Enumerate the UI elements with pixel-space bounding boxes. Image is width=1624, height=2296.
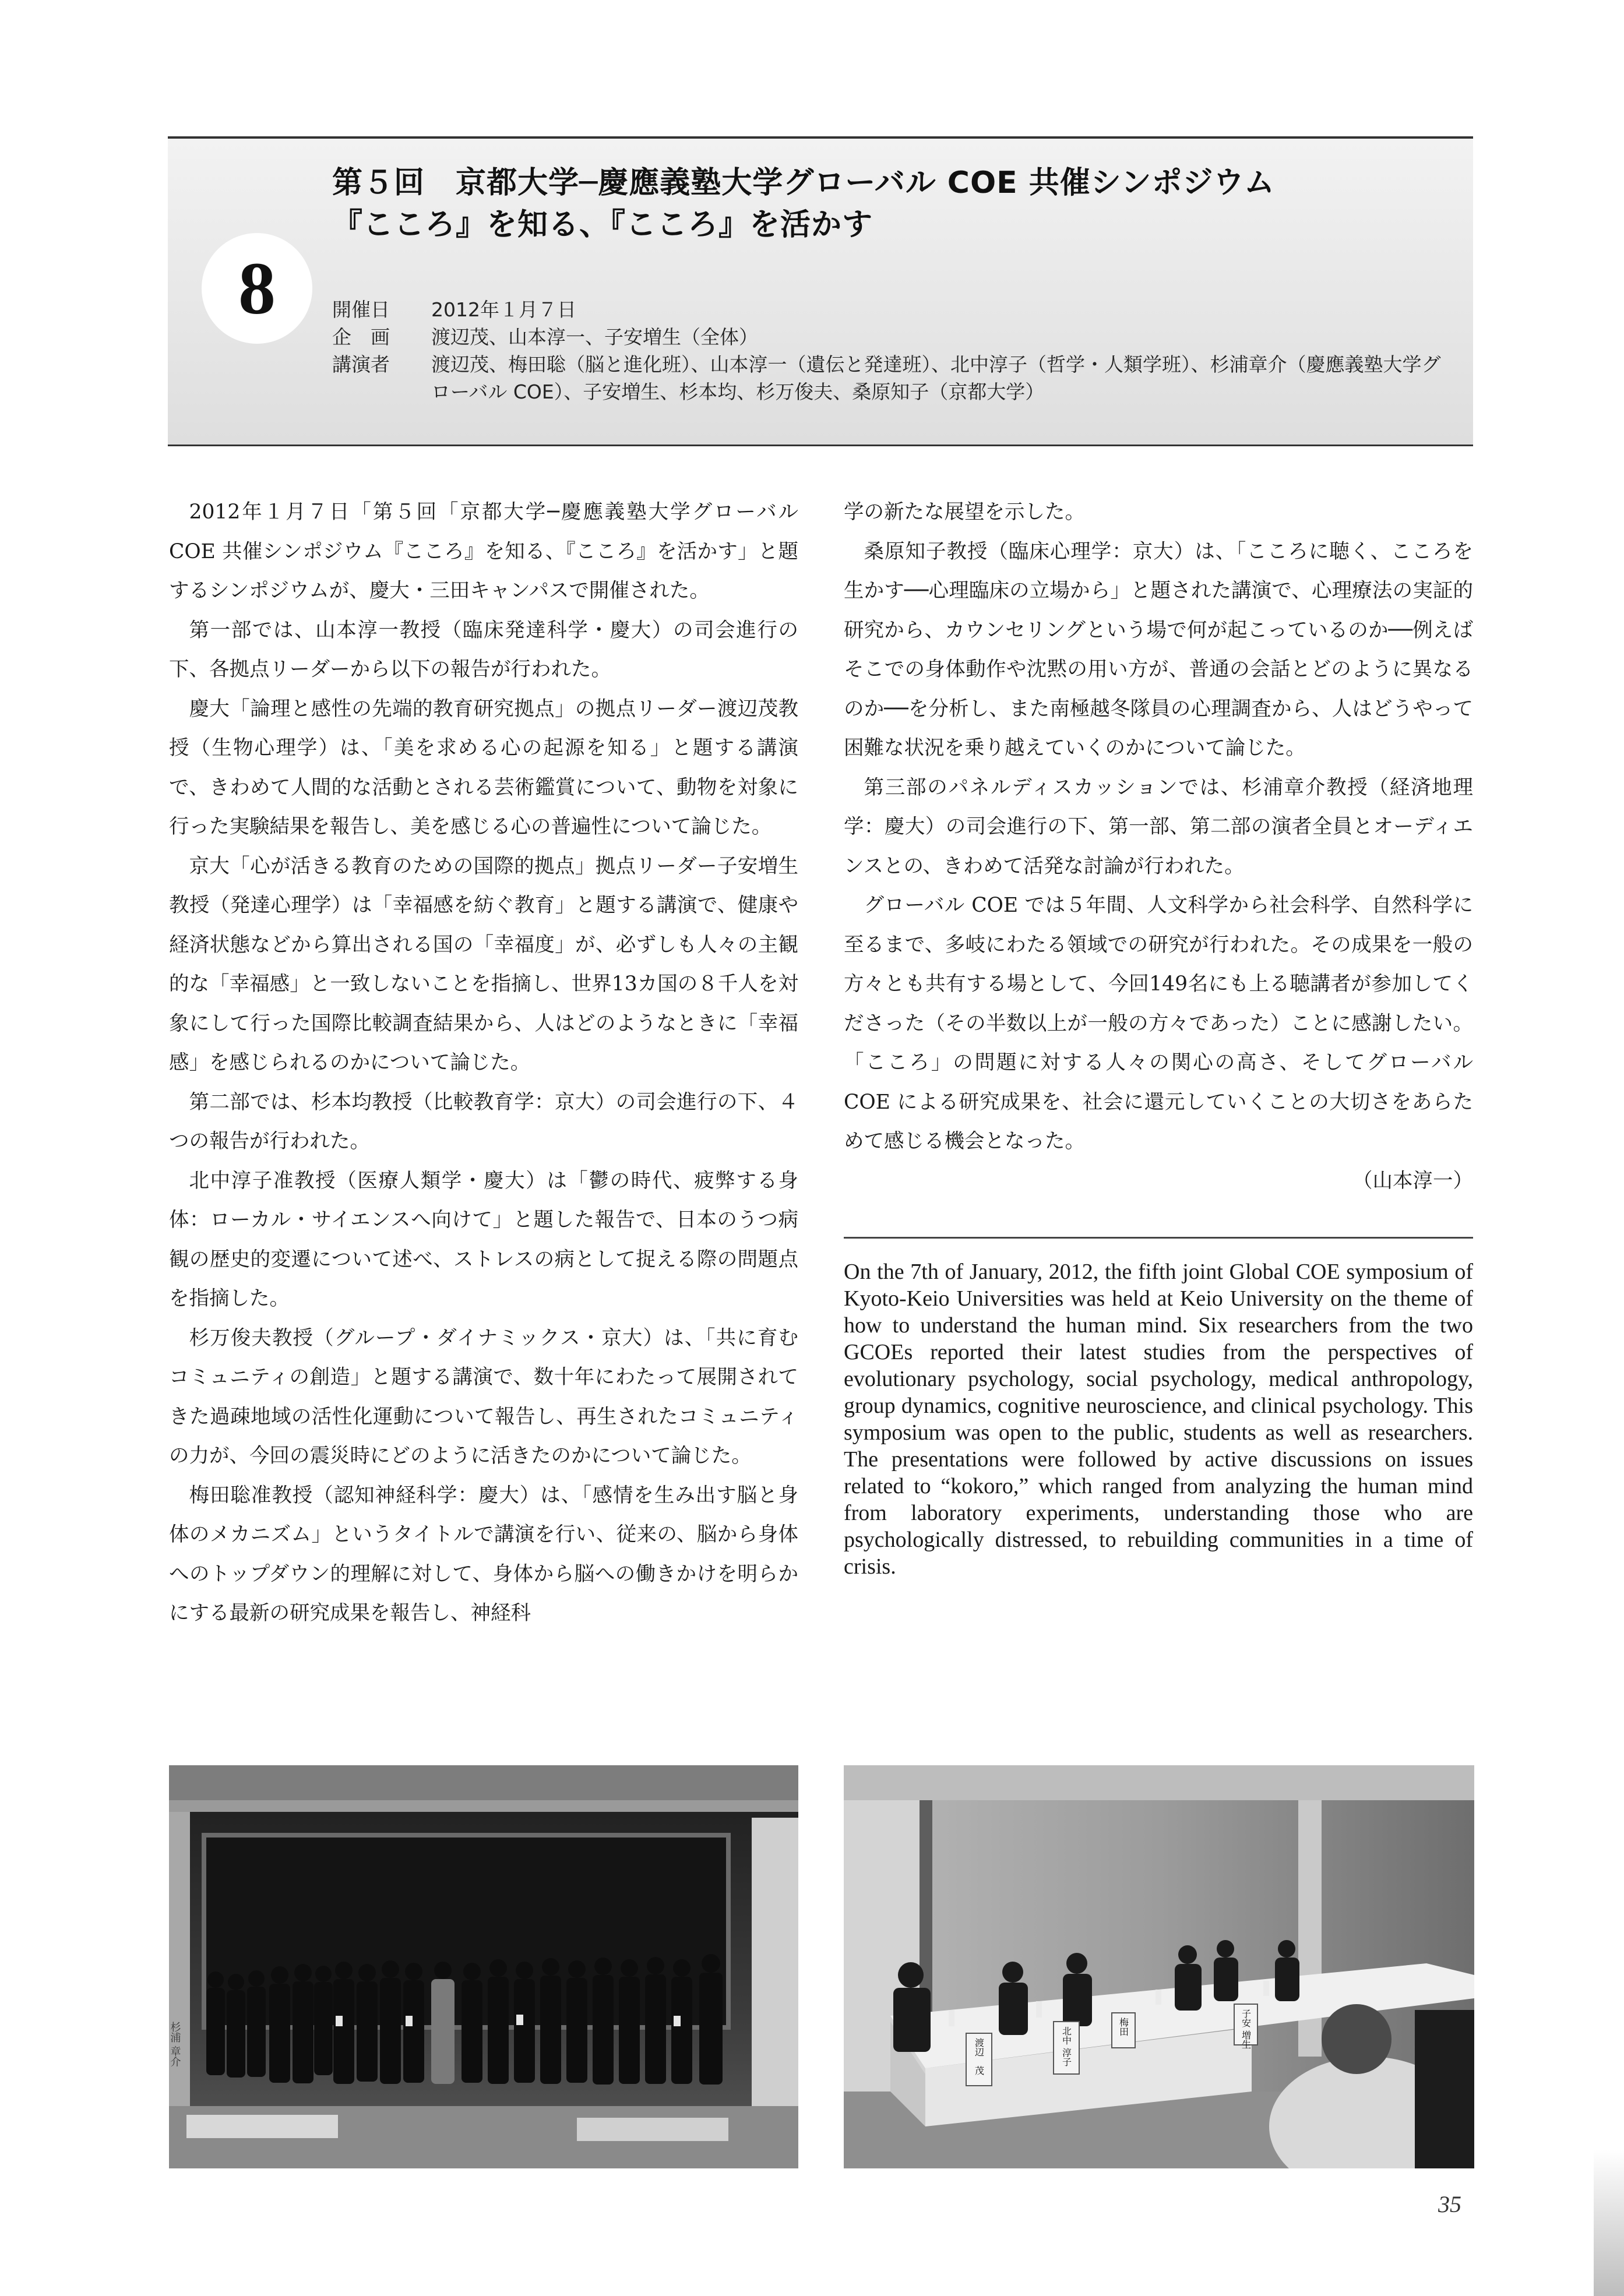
paragraph: 杉万俊夫教授（グループ・ダイナミックス・京大）は、「共に育むコミュニティの創造」と題する講演で、数十年にわたって展開されてきた過疎地域の活性化運動について報告し、再生されたコミュニティの力が、今回の震災時にどのように活きたのかについて論じた。 bbox=[169, 1326, 798, 1468]
meta-date bbox=[332, 296, 1457, 323]
article-number-badge: 8 bbox=[202, 233, 312, 344]
article-header bbox=[168, 139, 1473, 446]
nameplate-text: 梅田 bbox=[1118, 2018, 1129, 2036]
paragraph: 第一部では、山本淳一教授（臨床発達科学・慶大）の司会進行の下、各拠点リーダーから以下の報告が行われた。 bbox=[169, 618, 798, 681]
meta-speakers bbox=[332, 351, 1457, 405]
english-summary: On the 7th of January, 2012, the fifth joint Global COE symposium of Kyoto-Keio Universities was held at Keio University on the theme of how to understand the human mind. Six researchers from the two GCOEs reported their latest studies from the perspectives of evolutionary psychology, social psychology, medical anthropology, group dynamics, cognitive neuroscience, and clinical psychology. This symposium was open to the public, students as well as researchers. The presentations were followed by active discussions on issues related to “kokoro,” which ranged from analyzing the human mind from laboratory experiments, understanding those who are psychologically distressed, to rebuilding communities in a time of crisis. bbox=[844, 1260, 1473, 1579]
panel-discussion-photo bbox=[844, 1765, 1474, 2168]
title-line-2: 『こころ』を知る、『こころ』を活かす bbox=[332, 207, 873, 242]
meta-value: 渡辺茂、山本淳一、子安増生（全体） bbox=[431, 326, 758, 348]
nameplate-text: 北中 淳子 bbox=[1061, 2026, 1072, 2067]
nameplate-text: 子安 増生 bbox=[1240, 2009, 1252, 2050]
meta-value: 渡辺茂、梅田聡（脳と進化班）、山本淳一（遺伝と発達班）、北中淳子（哲学・人類学班）、杉浦章介（慶應義塾大学グローバル COE）、子安増生、杉本均、杉万俊夫、桑原知子（京都大学） bbox=[431, 353, 1441, 403]
title-line-1: 第５回 京都大学─慶應義塾大学グローバル COE 共催シンポジウム bbox=[332, 165, 1275, 200]
paragraph: 京大「心が活きる教育のための国際的拠点」拠点リーダー子安増生教授（発達心理学）は「幸福感を紡ぐ教育」と題する講演で、健康や経済状態などから算出される国の「幸福度」が、必ずしも人々の主観的な「幸福感」と一致しないことを指摘し、世界13カ国の８千人を対象にして行った国際比較調査結果から、人はどのようなときに「幸福感」を感じられるのかについて論じた。 bbox=[169, 854, 798, 1074]
paragraph: 慶大「論理と感性の先端的教育研究拠点」の拠点リーダー渡辺茂教授（生物心理学）は、「美を求める心の起源を知る」と題する講演で、きわめて人間的な活動とされる芸術鑑賞について、動物を対象に行った実験結果を報告し、美を感じる心の普遍性について論じた。 bbox=[169, 697, 798, 838]
meta-value: 2012年１月７日 bbox=[431, 298, 576, 321]
body-column-left bbox=[169, 493, 798, 1634]
panel-photo-image bbox=[844, 1765, 1474, 2168]
paragraph: 桑原知子教授（臨床心理学：京大）は、「こころに聴く、こころを生かす──心理臨床の立場から」と題された講演で、心理療法の実証的研究から、カウンセリングという場で何が起こっているのか──例えばそこでの身体動作や沈黙の用い方が、普通の会話とどのように異なるのか──を分析し、また南極越冬隊員の心理調査から、人はどうやって困難な状況を乗り越えていくのかについて論じた。 bbox=[844, 539, 1473, 760]
paragraph: 梅田聡准教授（認知神経科学：慶大）は、「感情を生み出す脳と身体のメカニズム」というタイトルで講演を行い、従来の、脳から身体へのトップダウン的理解に対して、身体から脳への働きかけを明らかにする最新の研究成果を報告し、神経科 bbox=[169, 1483, 798, 1625]
page-edge-strip bbox=[1594, 2150, 1624, 2296]
meta-label: 企 画 bbox=[332, 326, 390, 348]
meta-label: 開催日 bbox=[332, 298, 390, 321]
body-column-right bbox=[844, 493, 1473, 1201]
sign-text: 杉浦 章介 bbox=[169, 2022, 181, 2067]
page-number: 35 bbox=[1438, 2191, 1461, 2217]
paragraph: 第三部のパネルディスカッションでは、杉浦章介教授（経済地理学：慶大）の司会進行の下、第一部、第二部の演者全員とオーディエンスとの、きわめて活発な討論が行われた。 bbox=[844, 775, 1473, 878]
summary-divider bbox=[844, 1237, 1473, 1239]
paragraph: 北中淳子准教授（医療人類学・慶大）は「鬱の時代、疲弊する身体：ローカル・サイエンスへ向けて」と題した報告で、日本のうつ病観の歴史的変遷について述べ、ストレスの病として捉える際の問題点を指摘した。 bbox=[169, 1169, 798, 1310]
meta-label: 講演者 bbox=[332, 353, 390, 376]
paragraph: 2012年１月７日「第５回「京都大学─慶應義塾大学グローバル COE 共催シンポジウム『こころ』を知る、『こころ』を活かす」と題するシンポジウムが、慶大・三田キャンパスで開催された。 bbox=[169, 500, 798, 602]
nameplate-text: 渡辺 茂 bbox=[973, 2038, 985, 2075]
article-title bbox=[332, 162, 1439, 246]
paragraph: グローバル COE では５年間、人文科学から社会科学、自然科学に至るまで、多岐にわたる領域での研究が行われた。その成果を一般の方々とも共有する場として、今回149名にも上る聴講者が参加してくださった（その半数以上が一般の方々であった）ことに感謝したい。「こころ」の問題に対する人々の関心の高さ、そしてグローバル COE による研究成果を、社会に還元していくことの大切さをあらためて感じる機会となった。 bbox=[844, 894, 1474, 1153]
group-photo bbox=[169, 1765, 798, 2168]
meta-organizers bbox=[332, 323, 1457, 351]
author-signature: （山本淳一） bbox=[1352, 1169, 1473, 1193]
paragraph-continued: 学の新たな展望を示した。 bbox=[844, 500, 1085, 524]
paragraph: 第二部では、杉本均教授（比較教育学：京大）の司会進行の下、４つの報告が行われた。 bbox=[169, 1090, 798, 1153]
event-meta bbox=[332, 296, 1457, 405]
group-photo-image bbox=[169, 1765, 798, 2168]
